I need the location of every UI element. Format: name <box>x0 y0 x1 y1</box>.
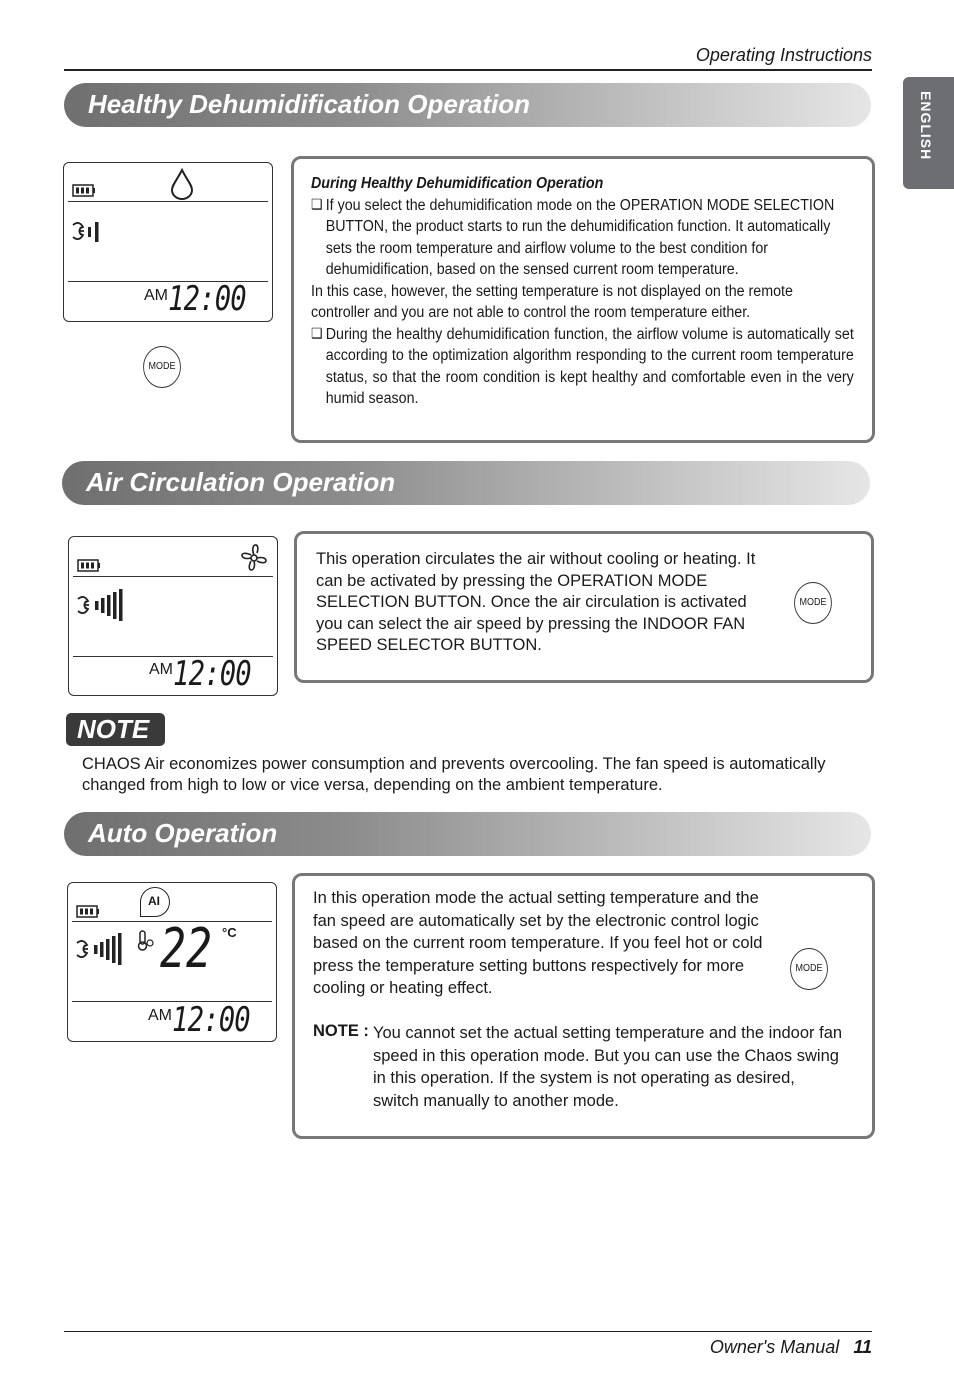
lcd-temperature: 22 <box>160 917 213 980</box>
mode-button[interactable]: MODE <box>143 346 181 388</box>
running-header: Operating Instructions <box>695 45 872 65</box>
section-bar-dehumidification <box>64 83 871 127</box>
lcd-temperature-unit: °C <box>222 925 237 940</box>
note-badge <box>66 713 165 746</box>
auto-note-text: You cannot set the actual setting temperature and the indoor fan speed in this operation mode. But you can use the Chaos swing in this operation. If the system is not operating as desired, switch manually to another mode. <box>373 1024 843 1110</box>
lcd-display-air-circulation <box>68 536 278 696</box>
section-bar-auto <box>64 812 871 856</box>
lcd-divider <box>73 576 273 577</box>
body-text: In this operation mode the actual setting temperature and the fan speed are automatically set by the electronic control logic based on the current room temperature. If you feel hot or cold press the temperature setting buttons respectively for more cooling or heating effect. <box>313 889 763 997</box>
info-panel-dehumidification <box>291 156 875 443</box>
checkbox-bullet-icon: ❑ <box>311 195 323 212</box>
panel-subtitle: During Healthy Dehumidification Operation <box>311 175 604 192</box>
body-text: This operation circulates the air without cooling or heating. It can be activated by pressing the OPERATION MODE SELECTION BUTTON. Once the air circulation is activated you can select the air speed by pressing the INDOOR FAN SPEED SELECTOR BUTTON. <box>316 550 756 654</box>
footer <box>710 1337 872 1358</box>
lcd-clock: 12:00 <box>172 1000 250 1040</box>
body-text: In this case, however, the setting temperature is not displayed on the remote controller and you are not able to control the room temperature either. <box>311 282 793 321</box>
ai-icon <box>140 887 170 917</box>
info-panel-air-circulation <box>294 531 874 683</box>
lcd-display-auto <box>67 882 277 1042</box>
footer-rule <box>64 1331 872 1332</box>
fan-speed-icon <box>74 931 130 967</box>
lcd-am-label: AM <box>148 1007 172 1024</box>
lcd-am-label: AM <box>144 287 168 304</box>
fan-speed-icon <box>70 219 104 245</box>
page-number: 11 <box>853 1337 872 1357</box>
footer-manual-label: Owner's Manual <box>709 1337 840 1357</box>
battery-icon <box>72 184 96 198</box>
auto-note-label: NOTE : <box>313 1022 369 1040</box>
bullet-text: During the healthy dehumidification function, the airflow volume is automatically set according to the optimization algorithm responding to the current room temperature status, so that the room condition is kept healthy and comfortable even in the very humid season. <box>325 325 854 407</box>
note-badge-label: NOTE <box>77 714 150 744</box>
language-tab <box>903 77 954 189</box>
lcd-clock: 12:00 <box>173 654 251 694</box>
lcd-am-label: AM <box>149 661 173 678</box>
fan-speed-icon <box>75 587 131 623</box>
info-panel-auto <box>292 873 875 1139</box>
battery-icon <box>76 905 100 919</box>
section-title: Air Circulation Operation <box>86 467 396 497</box>
language-tab-label: ENGLISH <box>918 91 934 161</box>
lcd-divider <box>68 201 268 202</box>
thermometer-icon <box>136 929 156 953</box>
section-title: Healthy Dehumidification Operation <box>88 89 531 119</box>
lcd-display-dehumidification <box>63 162 273 322</box>
checkbox-bullet-icon: ❑ <box>311 324 323 341</box>
water-drop-icon <box>169 168 195 200</box>
bullet-text: If you select the dehumidification mode on the OPERATION MODE SELECTION BUTTON, the product starts to run the dehumidification function. It automatically sets the room temperature and airflow volume to the best condition for dehumidification, based on the sensed current room temperature. <box>325 196 835 278</box>
lcd-clock: 12:00 <box>168 279 246 319</box>
section-bar-air-circulation <box>62 461 870 505</box>
note-text: CHAOS Air economizes power consumption and prevents overcooling. The fan speed is automatically changed from high to low or vice versa, depending on the ambient temperature. <box>82 755 826 794</box>
section-title: Auto Operation <box>88 818 278 848</box>
header-rule <box>64 69 872 71</box>
battery-icon <box>77 559 101 573</box>
mode-button[interactable]: MODE <box>794 582 832 624</box>
mode-button[interactable]: MODE <box>790 948 828 990</box>
fan-icon <box>237 541 271 575</box>
ai-icon-label: AI <box>148 894 160 908</box>
